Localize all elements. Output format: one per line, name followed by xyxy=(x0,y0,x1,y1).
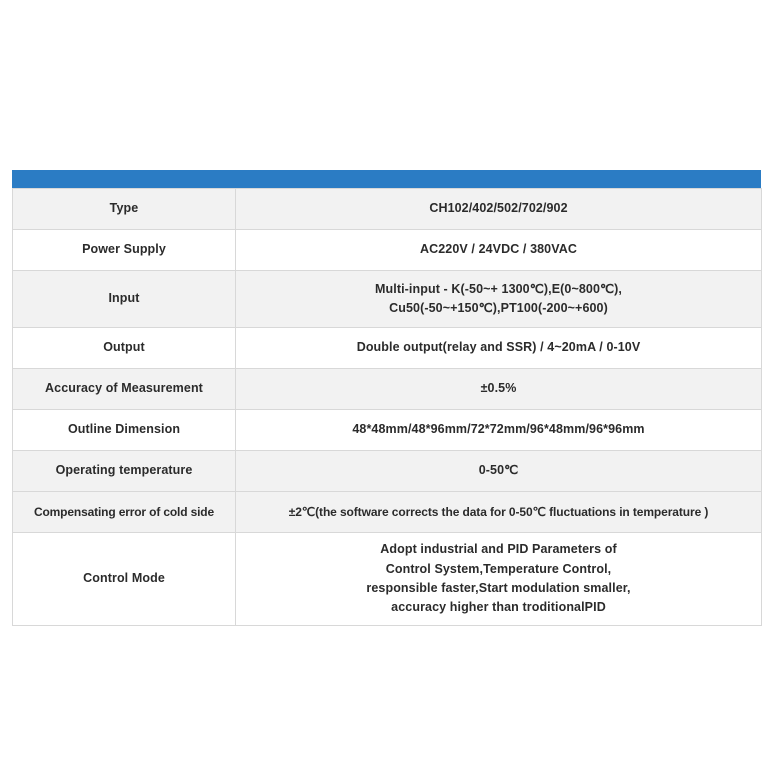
table-body xyxy=(13,189,762,626)
row-value-compensating-error-of-cold-side: ±2℃(the software corrects the data for 0-50℃ fluctuations in temperature ) xyxy=(236,492,762,533)
table-row xyxy=(13,451,762,492)
specification-table-container xyxy=(12,170,761,626)
row-label-accuracy-of-measurement: Accuracy of Measurement xyxy=(13,369,236,410)
table-row xyxy=(13,410,762,451)
table-row xyxy=(13,533,762,626)
row-value-outline-dimension: 48*48mm/48*96mm/72*72mm/96*48mm/96*96mm xyxy=(236,410,762,451)
row-label-control-mode: Control Mode xyxy=(13,533,236,626)
value-line: accuracy higher than troditionalPID xyxy=(391,600,606,615)
value-line: Multi-input - K(-50~+ 1300℃),E(0~800℃), xyxy=(375,281,622,296)
row-label-operating-temperature: Operating temperature xyxy=(13,451,236,492)
row-label-power-supply: Power Supply xyxy=(13,230,236,271)
table-row xyxy=(13,271,762,328)
row-label-output: Output xyxy=(13,328,236,369)
row-value-accuracy-of-measurement: ±0.5% xyxy=(236,369,762,410)
row-value-operating-temperature: 0-50℃ xyxy=(236,451,762,492)
row-value-power-supply: AC220V / 24VDC / 380VAC xyxy=(236,230,762,271)
row-value-type: CH102/402/502/702/902 xyxy=(236,189,762,230)
row-value-input xyxy=(236,271,762,328)
table-row xyxy=(13,369,762,410)
row-label-type: Type xyxy=(13,189,236,230)
row-label-outline-dimension: Outline Dimension xyxy=(13,410,236,451)
row-value-output: Double output(relay and SSR) / 4~20mA / 0-10V xyxy=(236,328,762,369)
value-line: responsible faster,Start modulation smaller, xyxy=(366,581,631,595)
table-row xyxy=(13,328,762,369)
specification-table xyxy=(12,188,762,626)
value-line: Control System,Temperature Control, xyxy=(385,561,612,576)
table-row xyxy=(13,230,762,271)
table-header-bar xyxy=(12,170,761,188)
row-label-compensating-error-of-cold-side: Compensating error of cold side xyxy=(13,492,236,533)
row-label-input: Input xyxy=(13,271,236,328)
value-line: Cu50(-50~+150℃),PT100(-200~+600) xyxy=(389,301,608,315)
table-row xyxy=(13,189,762,230)
value-line: Adopt industrial and PID Parameters of xyxy=(380,542,617,557)
table-row xyxy=(13,492,762,533)
row-value-control-mode xyxy=(236,533,762,626)
